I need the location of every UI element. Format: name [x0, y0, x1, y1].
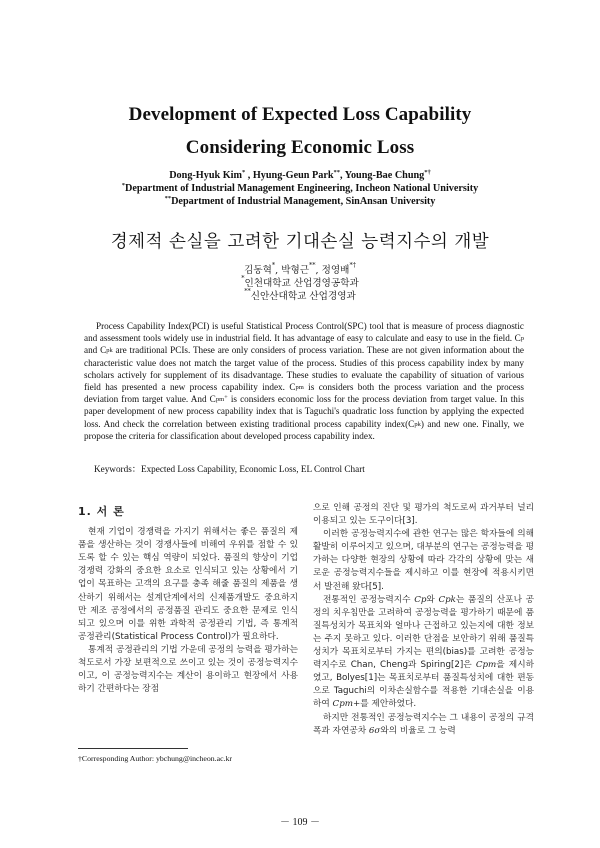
english-title-line2: Considering Economic Loss	[185, 137, 415, 158]
english-affiliation-1: *Department of Industrial Management Engineering, Incheon National University	[121, 182, 479, 194]
right-paragraph-3: 전통적인 공정능력지수 Cp와 Cpk는 품질의 산포나 공정의 치우침만을 고려하여 공정능력을 평가하기 때문에 품질특성치가 목표치와 얼마나 근접하고 있는지에 대한 정보는 주지 못하고 있다. 이러한 단점을 보안하기 위해 품질특성치가 목표치로부터 가지는 편의(bias)를 고려한 공정능력지수로 Chan, Cheng과 Spiring[2]은 Cpm을 제시하였고, Bolyes[1]는 목표치로부터 품질특성치에 대한 편동으로 Taguchi의 이차손실함수를 적용한 기대손실을 이용하여 Cpm+를 제안하였다.	[313, 594, 534, 710]
korean-authors: 김동혁*, 박형근**, 정영배*†	[244, 261, 356, 276]
english-affiliation-2: **Department of Industrial Management, SinAnsan University	[164, 195, 436, 207]
english-authors: Dong-Hyuk Kim* , Hyung-Geun Park**, Young-Bae Chung*†	[169, 169, 431, 181]
right-paragraph-1: 으로 인해 공정의 진단 및 평가의 척도로써 과거부터 널리 이용되고 있는 도구이다[3].	[313, 503, 534, 527]
page-number: － 109 －	[280, 817, 320, 828]
right-paragraph-4: 하지만 전통적인 공정능력지수는 그 내용이 공정의 규격 폭과 자연공차 6σ와의 비율로 그 능력	[313, 712, 534, 736]
section-heading-introduction: 1. 서 론	[78, 505, 125, 518]
abstract: Process Capability Index(PCI) is useful Statistical Process Control(SPC) tool that is measure of process diagnostic and assessment tools widely use in industrial field. It has advantage of easy to calculate and easy to use in the field. $C_p$ and $C_{pk}$ are traditional PCIs. These are only considers of process variation. These are not given information about the characteristic value does not match the target value of the process. Studies of this process capability index by many scholars actively for supplement of its disadvantage. These studies to evaluate the capability of situation of various field has presented a new process capability index. $C_{pm}$ is considers both the process variation and the process deviation from target value. And $C_{pm}^+$ is considers economic loss for the process deviation from target value. In this paper development of new process capability index that is Taguchi's quadratic loss function by applying the expected loss. And check the correlation between existing traditional process capability $index(C_{pk})$ and new one. Finally, we propose the criteria for classification about developed process capability index.	[84, 321, 525, 441]
cpm-plus-symbol: Cpm+	[332, 699, 361, 710]
left-column	[78, 505, 298, 696]
intro-paragraph-1: 현재 기업이 경쟁력을 가지기 위해서는 좋은 품질의 제품을 생산하는 것이 경쟁사들에 비해여 우위를 점할 수 있도록 할 수 있는 핵심 역량이 되었다. 품질의 향상이 기업 경쟁력 강화의 중요한 요소로 인식되고 있는 상황에서 기업이 목표하는 고객의 요구를 충족 해줄 품질의 제품을 생산하기 위해서는 설계단계에서의 신제품개발도 중요하지만 제조 공정에서의 공정품질 관리도 중요한 문제로 인식되고 있으며 이를 위한 과학적 공정관리 기법, 즉 통계적 공정관리(Statistical Process Control)가 필요하다.	[78, 527, 298, 642]
korean-affiliation-2: **신안산대학교 산업경영과	[244, 287, 356, 302]
right-column	[313, 502, 534, 738]
right-paragraph-2: 이러한 공정능력지수에 관한 연구는 많은 학자들에 의해 활발히 이루어지고 있으며, 대부분의 연구는 공정능력을 평가하는 다양한 현장의 상황에 따라 각각의 상황에 맞는 새로운 공정능력지수들을 제시하고 이를 현장에 적용시키면서 발전해 왔다[5].	[313, 529, 534, 592]
cpk-symbol: Cpk	[438, 594, 456, 605]
footnote-divider	[78, 748, 188, 749]
korean-title: 경제적 손실을 고려한 기대손실 능력지수의 개발	[110, 232, 490, 252]
cpm-symbol: Cpm	[475, 660, 497, 671]
footnote-corresponding-author: †Corresponding Author: ybchung@incheon.ac.kr	[78, 754, 232, 763]
korean-affiliation-1: *인천대학교 산업경영공학과	[241, 274, 359, 289]
cp-symbol: Cp	[414, 594, 427, 605]
intro-paragraph-2: 통계적 공정관리의 기법 가운데 공정의 능력을 평가하는 척도로서 가장 보편적으로 쓰이고 있는 것이 공정능력지수이고, 이 공정능력지수는 계산이 용이하고 현장에서 사용하기 간편하다는 장점	[78, 644, 298, 695]
english-title-line1: Development of Expected Loss Capability	[128, 104, 472, 125]
six-sigma-symbol: 6σ	[368, 725, 381, 736]
keywords: Keywords：Expected Loss Capability, Economic Loss, EL Control Chart	[94, 464, 365, 474]
